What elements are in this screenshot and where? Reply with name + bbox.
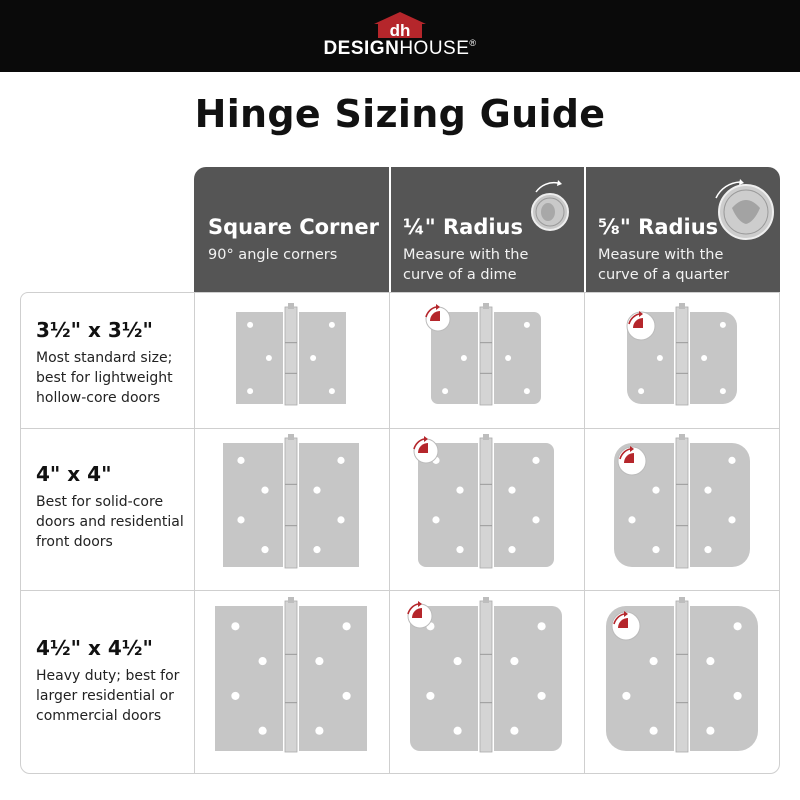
brand-banner: [0, 0, 800, 72]
column-header-square-corner: [194, 167, 389, 293]
hinge-leaf: [299, 443, 359, 567]
screw-hole: [704, 546, 711, 553]
designhouse-logo: [320, 8, 480, 64]
hinge-knuckle: [285, 307, 297, 405]
hinge-leaf: [223, 443, 283, 567]
radius-marker-icon: [426, 304, 450, 331]
screw-hole: [329, 388, 335, 394]
screw-hole: [622, 692, 630, 700]
screw-hole: [343, 692, 351, 700]
page-title: Hinge Sizing Guide: [194, 92, 606, 136]
column-title: ⁵⁄₈" Radius: [598, 215, 719, 239]
column-title: Square Corner: [208, 215, 379, 239]
row-label-3-5: [36, 318, 194, 408]
screw-hole: [247, 388, 253, 394]
svg-text:dh: dh: [389, 21, 411, 40]
screw-hole: [237, 516, 244, 523]
radius-marker-icon: [618, 446, 646, 475]
screw-hole: [728, 516, 735, 523]
radius-marker-icon: [627, 311, 655, 340]
screw-hole: [652, 487, 659, 494]
hinge-leaf: [215, 606, 283, 751]
screw-hole: [313, 546, 320, 553]
quarter-icon: [708, 178, 778, 242]
hinge-leaf: [299, 312, 346, 404]
radius-marker-icon: [612, 611, 640, 640]
screw-hole: [638, 388, 644, 394]
screw-hole: [706, 657, 714, 665]
hinge-leaf: [494, 312, 541, 404]
screw-hole: [237, 457, 244, 464]
screw-hole: [720, 388, 726, 394]
row-label-4: [36, 462, 194, 552]
hinge-illustration: [395, 594, 577, 763]
screw-hole: [720, 322, 726, 328]
screw-hole: [510, 727, 518, 735]
screw-hole: [454, 727, 462, 735]
hinge-illustration: [591, 594, 773, 763]
screw-hole: [505, 355, 511, 361]
column-title: ¼" Radius: [403, 215, 524, 239]
column-subtitle: Measure with the curve of a quarter: [598, 247, 730, 283]
hinge-leaf: [236, 312, 283, 404]
hinge-knuckle: [676, 307, 688, 405]
screw-hole: [532, 516, 539, 523]
screw-hole: [461, 355, 467, 361]
screw-hole: [266, 355, 272, 361]
screw-hole: [426, 692, 434, 700]
hinge-size-description: Heavy duty; best for larger residential or commercial doors: [36, 668, 180, 724]
screw-hole: [315, 727, 323, 735]
hinge-illustration: [599, 431, 765, 579]
hinge-illustration: [200, 594, 382, 763]
screw-hole: [337, 516, 344, 523]
screw-hole: [734, 622, 742, 630]
screw-hole: [454, 657, 462, 665]
screw-hole: [704, 487, 711, 494]
screw-hole: [456, 546, 463, 553]
hinge-knuckle: [480, 601, 492, 752]
hinge-knuckle: [676, 601, 688, 752]
row-label-4-5: [36, 636, 194, 726]
hinge-illustration: [208, 431, 374, 579]
screw-hole: [734, 692, 742, 700]
hinge-knuckle: [285, 601, 297, 752]
screw-hole: [231, 692, 239, 700]
screw-hole: [259, 727, 267, 735]
radius-marker-icon: [408, 601, 432, 628]
screw-hole: [657, 355, 663, 361]
screw-hole: [432, 516, 439, 523]
hinge-size-description: Most standard size; best for lightweight hollow-core doors: [36, 350, 173, 406]
hinge-size: 4" x 4": [36, 462, 112, 486]
screw-hole: [706, 727, 714, 735]
screw-hole: [508, 546, 515, 553]
screw-hole: [259, 657, 267, 665]
hinge-size-description: Best for solid-core doors and residential front doors: [36, 494, 184, 550]
screw-hole: [337, 457, 344, 464]
dime-icon: [524, 180, 574, 234]
hinge-illustration: [403, 431, 569, 579]
screw-hole: [628, 516, 635, 523]
screw-hole: [442, 388, 448, 394]
screw-hole: [343, 622, 351, 630]
screw-hole: [524, 322, 530, 328]
hinge-leaf: [494, 443, 554, 567]
hinge-size: 3½" x 3½": [36, 318, 153, 342]
hinge-knuckle: [480, 438, 492, 568]
column-subtitle: 90° angle corners: [208, 247, 338, 263]
screw-hole: [650, 727, 658, 735]
grid-line: [20, 590, 780, 591]
screw-hole: [231, 622, 239, 630]
grid-line: [584, 292, 585, 774]
screw-hole: [524, 388, 530, 394]
screw-hole: [329, 322, 335, 328]
screw-hole: [728, 457, 735, 464]
screw-hole: [456, 487, 463, 494]
hinge-knuckle: [480, 307, 492, 405]
screw-hole: [538, 692, 546, 700]
screw-hole: [247, 322, 253, 328]
screw-hole: [538, 622, 546, 630]
hinge-leaf: [494, 606, 562, 751]
hinge-knuckle: [285, 438, 297, 568]
hinge-knuckle: [676, 438, 688, 568]
hinge-leaf: [299, 606, 367, 751]
radius-marker-icon: [414, 436, 438, 463]
screw-hole: [315, 657, 323, 665]
hinge-illustration: [416, 300, 556, 416]
hinge-illustration: [612, 300, 752, 416]
house-logo-icon: [372, 10, 428, 40]
screw-hole: [261, 546, 268, 553]
screw-hole: [652, 546, 659, 553]
screw-hole: [701, 355, 707, 361]
screw-hole: [508, 487, 515, 494]
hinge-illustration: [221, 300, 361, 416]
screw-hole: [261, 487, 268, 494]
screw-hole: [313, 487, 320, 494]
screw-hole: [510, 657, 518, 665]
brand-name: DESIGNHOUSE®: [323, 38, 477, 59]
screw-hole: [532, 457, 539, 464]
column-subtitle: Measure with the curve of a dime: [403, 247, 529, 283]
hinge-size: 4½" x 4½": [36, 636, 153, 660]
grid-line: [20, 428, 780, 429]
screw-hole: [650, 657, 658, 665]
grid-line: [389, 292, 390, 774]
grid-line: [194, 292, 195, 774]
screw-hole: [310, 355, 316, 361]
